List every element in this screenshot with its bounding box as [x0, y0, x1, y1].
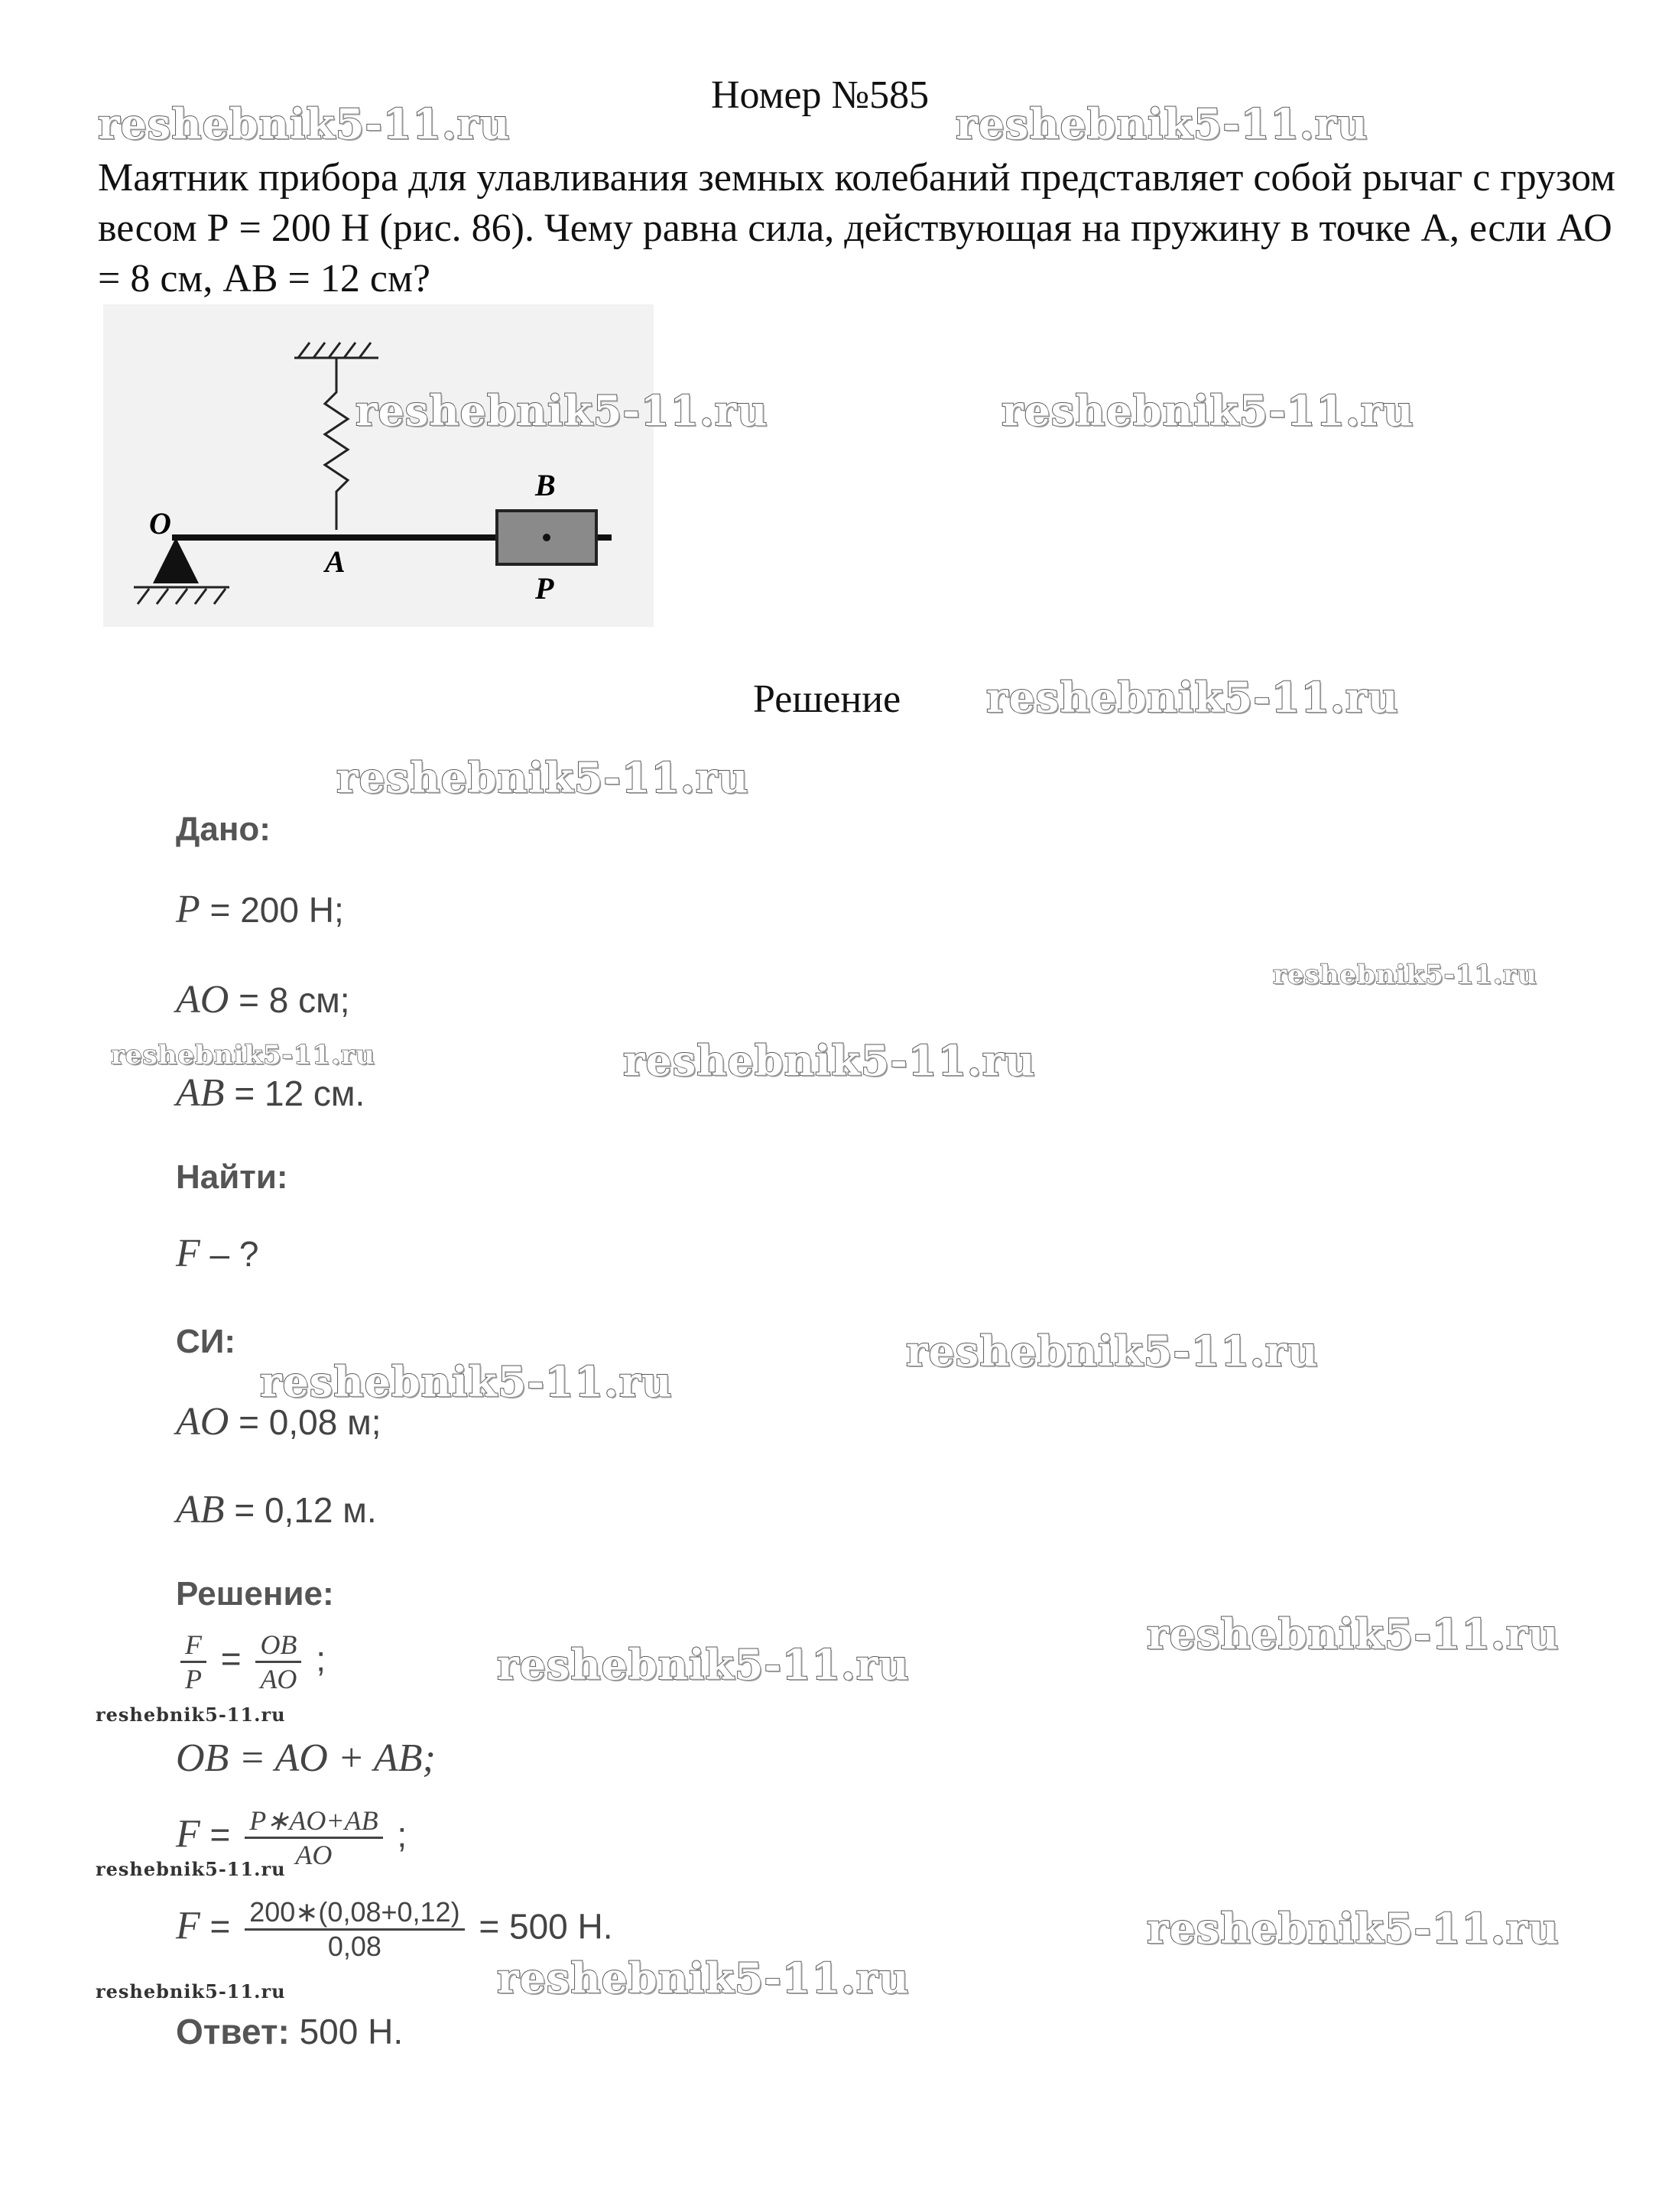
find-heading: Найти:	[176, 1158, 288, 1196]
label-b: B	[535, 468, 556, 502]
watermark: reshebnik5-11.ru	[111, 1040, 375, 1070]
given-p-value: = 200 Н;	[209, 890, 344, 930]
watermark: reshebnik5-11.ru	[98, 99, 511, 148]
si-ao-value: = 0,08 м;	[239, 1402, 381, 1442]
watermark: reshebnik5-11.ru	[1147, 1904, 1560, 1953]
watermark: reshebnik5-11.ru	[336, 753, 749, 802]
equals-sign: =	[220, 1639, 242, 1679]
watermark: reshebnik5-11.ru	[906, 1327, 1319, 1376]
given-ab	[176, 1070, 365, 1116]
solution-title: Решение	[753, 677, 901, 721]
fraction-denominator: 0,08	[327, 1931, 381, 1962]
find-f-var: F	[176, 1232, 200, 1275]
ground-support	[134, 587, 229, 604]
si-heading: СИ:	[176, 1323, 236, 1360]
watermark: reshebnik5-11.ru	[497, 1954, 910, 2002]
given-ab-var: AB	[176, 1071, 225, 1115]
watermark: reshebnik5-11.ru	[497, 1640, 910, 1689]
f-var: F	[176, 1904, 200, 1948]
fraction-ob-over-ao	[255, 1629, 301, 1695]
equation-end: ;	[397, 1814, 407, 1855]
watermark: reshebnik5-11.ru	[96, 1704, 286, 1726]
equals-sign: =	[209, 1814, 231, 1855]
lever-diagram	[103, 304, 654, 627]
fraction-numerator: 200∗(0,08+0,12)	[245, 1896, 464, 1931]
given-ao-value: = 8 см;	[239, 980, 350, 1020]
watermark: reshebnik5-11.ru	[96, 1980, 286, 2002]
si-ab	[176, 1487, 377, 1532]
fraction-f-over-p	[180, 1629, 206, 1695]
watermark: reshebnik5-11.ru	[1273, 960, 1537, 990]
label-p: P	[535, 571, 554, 606]
weight-center-point	[543, 534, 550, 541]
watermark: reshebnik5-11.ru	[956, 99, 1368, 148]
fraction-numerator: F	[180, 1629, 206, 1663]
watermark: reshebnik5-11.ru	[260, 1357, 673, 1406]
lever-figure	[103, 304, 654, 627]
fraction-denominator: P	[185, 1664, 202, 1694]
answer-label: Ответ:	[176, 2012, 290, 2051]
watermark: reshebnik5-11.ru	[1001, 386, 1414, 435]
si-ab-value: = 0,12 м.	[234, 1490, 377, 1530]
find-f-value: – ?	[209, 1234, 259, 1274]
si-ao-var: AO	[176, 1400, 229, 1444]
fraction-numerator: OB	[255, 1629, 301, 1663]
si-ab-var: AB	[176, 1488, 225, 1532]
label-a: A	[325, 544, 346, 579]
given-p-var: P	[176, 888, 200, 931]
ceiling-support	[294, 343, 378, 358]
watermark: reshebnik5-11.ru	[623, 1036, 1036, 1085]
page-title: Номер №585	[711, 73, 930, 117]
watermark: reshebnik5-11.ru	[986, 673, 1399, 722]
watermark: reshebnik5-11.ru	[96, 1858, 286, 1880]
equals-sign: =	[209, 1906, 231, 1947]
fraction-calculation	[245, 1896, 464, 1963]
given-ao	[176, 977, 350, 1022]
f-var: F	[176, 1812, 200, 1856]
given-ao-var: AO	[176, 978, 229, 1022]
answer-line	[176, 2011, 403, 2052]
label-o: O	[149, 506, 171, 541]
watermark: reshebnik5-11.ru	[1147, 1609, 1560, 1658]
pivot-triangle	[153, 538, 199, 583]
fraction-denominator: AO	[295, 1840, 333, 1870]
spring	[325, 358, 348, 530]
problem-text: Маятник прибора для улавливания земных колебаний представляет собой рычаг с грузом весом Р = 200 Н (рис. 86). Чему равна сила, действующая на пружину в точке А, если АО = 8 см, АВ = 12 см?	[98, 156, 1616, 300]
find-f	[176, 1231, 259, 1276]
watermark: reshebnik5-11.ru	[355, 386, 768, 435]
fraction-denominator: AO	[260, 1664, 297, 1694]
given-ab-value: = 12 см.	[234, 1074, 365, 1113]
equation-ratio	[176, 1629, 326, 1695]
answer-value: 500 Н.	[299, 2012, 404, 2051]
given-p	[176, 887, 344, 932]
solution-heading: Решение:	[176, 1575, 334, 1613]
equation-f-calc	[176, 1896, 613, 1963]
equation-ob: OB = AO + AB;	[176, 1736, 436, 1780]
calculation-result: = 500 Н.	[479, 1906, 613, 1947]
fraction-numerator: P∗AO+AB	[245, 1804, 382, 1839]
equation-end: ;	[316, 1639, 326, 1679]
given-heading: Дано:	[176, 810, 271, 848]
